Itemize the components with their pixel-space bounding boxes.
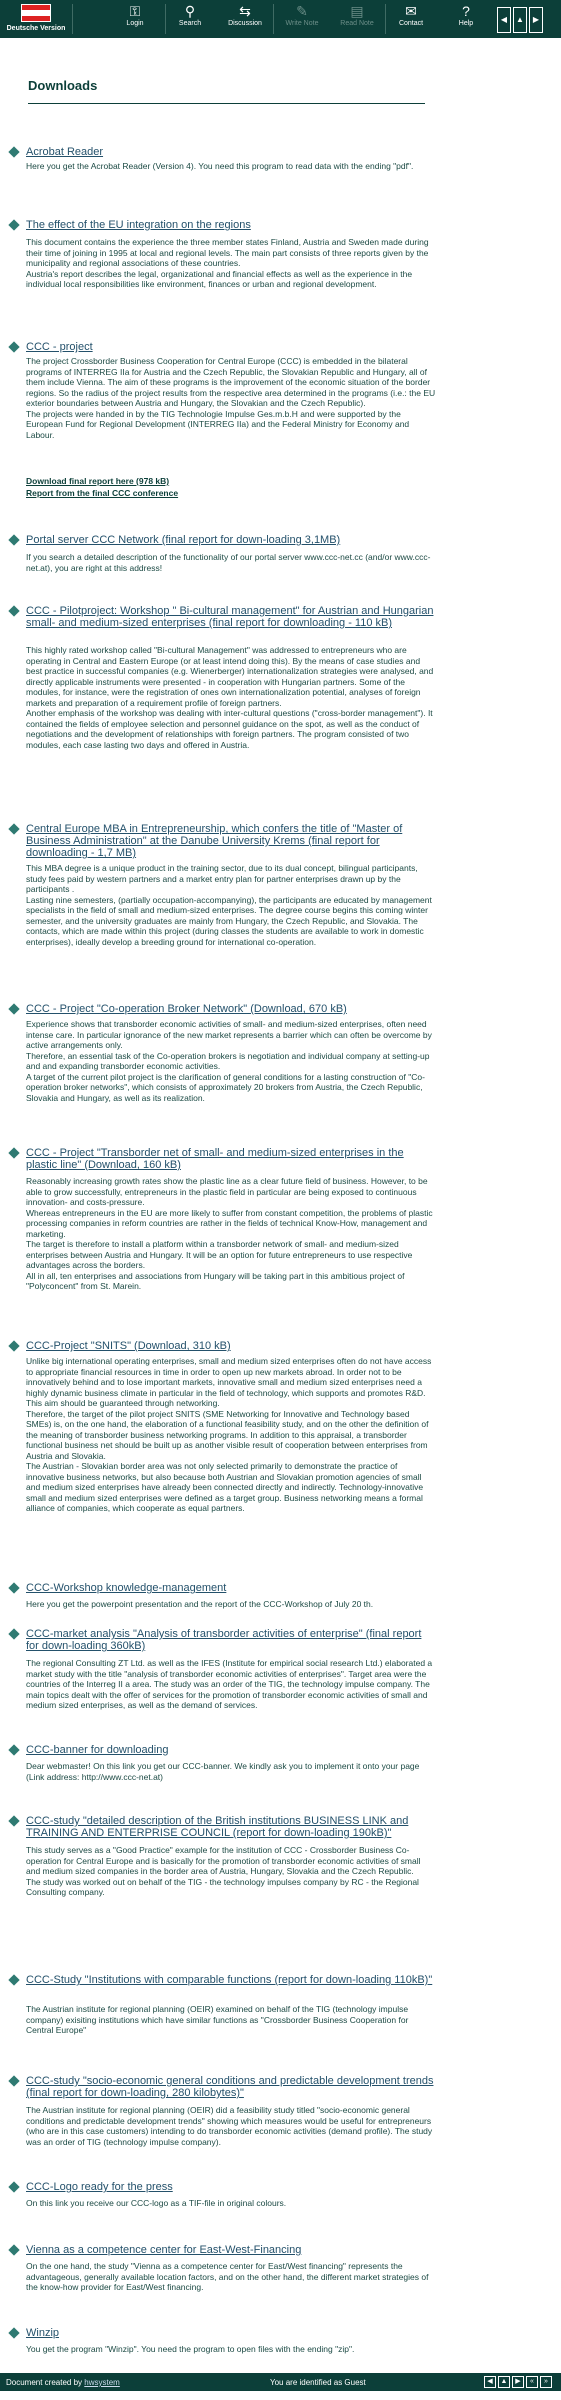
- last-icon[interactable]: »: [540, 2376, 552, 2388]
- entry-description: The project Crossborder Business Cooperation for Central Europe (CCC) is embedded in the bilateral programs of INTERREG IIa for Austria and the Czech Republic, the Slovakian Republic and Hungary, all of them include Vienna. The aim of these programs is the improvement of the economic situation of the border regions. So the radius of the project results from the respective area determined in the programs (i.e.: the EU exterior boundaries between Austria and Hungary, the Slovakian and the Czech Republic). The projects were handed in by the TIG Technologie Impulse Ges.m.b.H and were supported by the European Fund for Regional Development (INTERREG IIa) and the Federal Ministry for Economy and Labour.: [26, 356, 436, 440]
- nav-contact[interactable]: ✉ Contact: [381, 2, 441, 27]
- entry-title-link[interactable]: CCC - Pilotproject: Workshop " Bi-cultural management" for Austrian and Hungarian small- and medium-sized enterprises (final report for downloading - 110 kB): [26, 605, 434, 629]
- entry-description: This MBA degree is a unique product in the training sector, due to its dual concept, bilingual participants, study fees paid by western partners and a market entry plan for partner enterprises drawn up by the participants . Lasting nine semesters, (partially occupation-accompanying), the participants are educated by management specialists in the field of small and medium-sized enterprises. The degree course begins this coming winter semester, and the university graduates are mainly from Hungary, the Czech Republic, and Slovakia. The contacts, which are made within this project (during classes the students are available to work in domestic enterprises), ideally develop a breeding ground for international co-operation.: [26, 863, 432, 947]
- entry-title-link[interactable]: Central Europe MBA in Entrepreneurship, which confers the title of "Master of Business Administration" at the Danube University Krems (final report for downloading - 1,7 MB): [26, 823, 403, 859]
- language-switch[interactable]: [6, 4, 66, 34]
- diamond-bullet-icon: [8, 823, 19, 834]
- entry-title-link[interactable]: CCC - Project "Transborder net of small- and medium-sized enterprises in the plastic line" (Download, 160 kB): [26, 1147, 404, 1171]
- help-icon: ?: [462, 3, 470, 19]
- read-note-icon: ▤: [350, 3, 364, 19]
- entry-title-link[interactable]: The effect of the EU integration on the regions: [26, 219, 251, 231]
- diamond-bullet-icon: [8, 2181, 19, 2192]
- title-divider: [28, 103, 425, 104]
- contact-icon: ✉: [405, 3, 417, 19]
- diamond-bullet-icon: [8, 1744, 19, 1755]
- diamond-bullet-icon: [8, 534, 19, 545]
- entry-title-link[interactable]: CCC - Project "Co-operation Broker Network" (Download, 670 kB): [26, 1003, 347, 1015]
- entry-title-link[interactable]: CCC-Project "SNITS" (Download, 310 kB): [26, 1340, 231, 1352]
- up-icon[interactable]: ▲: [498, 2376, 510, 2388]
- entry-title-link[interactable]: Portal server CCC Network (final report for down-loading 3,1MB): [26, 534, 341, 546]
- austria-flag-icon: [21, 4, 51, 22]
- write-note-icon: ✎: [296, 3, 308, 19]
- entry-description: This document contains the experience the three member states Finland, Austria and Sweden made during their time of joining in 1995 at local and regional levels. The main part consists of three reports given by the municipality and regional associations of these countries. Austria's report describes the legal, organizational and financial effects as well as the experience in the individual local responsibilities like environment, finances or urban and regional development.: [26, 237, 429, 289]
- entry-title-link[interactable]: Winzip: [26, 2327, 60, 2339]
- nav-separator: [72, 4, 73, 34]
- diamond-bullet-icon: [8, 146, 19, 157]
- login-icon: ⚿: [129, 3, 141, 19]
- conference-report-link[interactable]: Report from the final CCC conference: [26, 488, 179, 498]
- diamond-bullet-icon: [8, 1582, 19, 1593]
- diamond-bullet-icon: [8, 2075, 19, 2086]
- entry-description: On the one hand, the study "Vienna as a competence center for East/West financing" represents the advantageous, generally available location factors, and on the other hand, the different market strategies of the know-how provider for East/West financing.: [26, 2261, 429, 2292]
- diamond-bullet-icon: [8, 1974, 19, 1985]
- entry-title-link[interactable]: CCC-Study "Institutions with comparable functions (report for down-loading 110kB)": [26, 1974, 433, 1986]
- download-final-report-link[interactable]: Download final report here (978 kB): [26, 476, 170, 486]
- entry-description: If you search a detailed description of the functionality of our portal server www.ccc-net.cc (and/or www.ccc-net.at), you are right at this address!: [26, 552, 431, 573]
- forward-icon[interactable]: ▶: [529, 7, 543, 33]
- entry-description: The Austrian institute for regional planning (OEIR) did a feasibility study titled "socio-economic general conditions and predictable development trends" showing which measures would be useful for entrepreneurs (who are in this case customers) intending to do transborder economic activities (demand profile). The study was an order of TIG (technology impulse company).: [26, 2105, 433, 2147]
- nav-search[interactable]: ⚲ Search: [160, 2, 220, 27]
- entry-title-link[interactable]: CCC-Workshop knowledge-management: [26, 1582, 227, 1594]
- entry-description: Unlike big international operating enterprises, small and medium sized enterprises often do not have access to appropriate financial resources in time in order to open up new markets abroad. In order not to be innovatively behind and to lose important markets, innovative small and medium sized enterprises need a highly dynamic business climate in particular in the field of technology, which supports and promotes R&D. This aim should be guaranteed through networking. Therefore, the target of the pilot project SNITS (SME Networking for Innovative and Technology based SMEs) is, on the one hand, the elaboration of a functional feasibility study, and on the other the definition of the meaning of transborder business networking programs. In addition to this appraisal, a transborder functional business net should be built up as another visible result of cooperation between enterprises from Austria and Slovakia. The Austrian - Slovakian border area was not only selected primarily to demonstrate the practice of innovative business networks, but also because both Austrian and Slovakian promotion agencies of small and medium sized enterprises have already been connected directly and indirectly. Technology-innovative small and medium sized enterprises were defined as a target group. Business networking means a formal alliance of companies, which cooperate as equal partners.: [26, 1356, 432, 1513]
- entry-description: This study serves as a "Good Practice" example for the institution of CCC - Crossborder Business Co-operation for Central Europe and is basically for the promotion of transborder economic activities of small and medium sized companies in the border area of Austria, Hungary, Slovakia and the Czech Republic. The study was worked out on behalf of the TIG - the technology impulses company by RC - the Regional Consulting company.: [26, 1845, 421, 1897]
- entry-title-link[interactable]: CCC-Logo ready for the press: [26, 2181, 173, 2193]
- forward-icon[interactable]: ▶: [512, 2376, 524, 2388]
- footer-bar: [0, 2373, 561, 2391]
- diamond-bullet-icon: [8, 1340, 19, 1351]
- entry-title-link[interactable]: Vienna as a competence center for East-West-Financing: [26, 2244, 302, 2256]
- author-link[interactable]: hwsystem: [84, 2378, 120, 2387]
- entry-description: This highly rated workshop called "Bi-cultural Management" was addressed to entrepreneurs who are operating in Central and Eastern Europe (or at least intend doing this). By the means of case studies and best practice in successful companies (e.g. Wienerberger) internationalization strategies were analysed, and directly applicable instruments were presented - in cooperation with Hungarian partners. Some of the modules, for instance, were the registration of ones own internationalization potential, analyses of foreign markets and preparation of a requirement profile of foreign partners. Another emphasis of the workshop was dealing with inter-cultural questions ("cross-border management"). It contained the fields of employee selection and personnel guidance on the spot, as well as the conduct of negotiations and the development of relationships with foreign partners. The program consisted of two modules, each case lasting two days and offered in Austria.: [26, 645, 434, 750]
- diamond-bullet-icon: [8, 1815, 19, 1826]
- search-icon: ⚲: [184, 3, 196, 19]
- nav-login[interactable]: ⚿ Login: [105, 2, 165, 27]
- nav-help[interactable]: ? Help: [436, 2, 496, 27]
- entry-description: Dear webmaster! On this link you get our CCC-banner. We kindly ask you to implement it onto your page (Link address: http://www.ccc-net.at): [26, 1761, 420, 1782]
- diamond-bullet-icon: [8, 219, 19, 230]
- nav-write-note: ✎ Write Note: [272, 2, 332, 27]
- diamond-bullet-icon: [8, 1147, 19, 1158]
- entry-title-link[interactable]: Acrobat Reader: [26, 146, 104, 158]
- entry-description: Here you get the powerpoint presentation and the report of the CCC-Workshop of July 20 th.: [26, 1599, 374, 1609]
- entry-description: You get the program "Winzip". You need the program to open files with the ending "zip".: [26, 2344, 355, 2354]
- entry-title-link[interactable]: CCC-market analysis "Analysis of transborder activities of enterprise" (final report for down-loading 360kB): [26, 1628, 422, 1652]
- entry-description: On this link you receive our CCC-logo as a TIF-file in original colours.: [26, 2198, 287, 2208]
- entry-title-link[interactable]: CCC - project: [26, 341, 93, 353]
- discussion-icon: ⇆: [239, 3, 251, 19]
- entry-description: Here you get the Acrobat Reader (Version 4). You need this program to read data with the ending "pdf".: [26, 161, 414, 171]
- diamond-bullet-icon: [8, 341, 19, 352]
- footer-created-by: Document created by hwsystem: [6, 2378, 120, 2387]
- diamond-bullet-icon: [8, 1003, 19, 1014]
- entry-title-link[interactable]: CCC-study "socio-economic general conditions and predictable development trends (final report for down-loading, 280 kilobytes)": [26, 2075, 434, 2099]
- up-icon[interactable]: ▲: [513, 7, 527, 33]
- diamond-bullet-icon: [8, 2244, 19, 2255]
- nav-discussion[interactable]: ⇆ Discussion: [215, 2, 275, 27]
- top-navigation-bar: [0, 0, 561, 38]
- entry-description: The regional Consulting ZT Ltd. as well as the IFES (Institute for empirical social research Ltd.) elaborated a market study with the title "analysis of transborder economic activities of enterprises". Target area were the countries of the Interreg II a area. The study was an order of the TIG, the technology impulse company. The main topics dealt with the offer of services for the promotion of transborder economic activities of small and medium sized enterprises, as well as the demand of services.: [26, 1658, 433, 1710]
- back-icon[interactable]: ◀: [497, 7, 511, 33]
- diamond-bullet-icon: [8, 605, 19, 616]
- diamond-bullet-icon: [8, 2327, 19, 2338]
- main-content: [28, 78, 428, 104]
- diamond-bullet-icon: [8, 1628, 19, 1639]
- back-icon[interactable]: ◀: [484, 2376, 496, 2388]
- guest-status: You are identified as Guest: [270, 2378, 366, 2387]
- page-title: Downloads: [28, 78, 98, 93]
- entry-description: Experience shows that transborder economic activities of small- and medium-sized enterprises, often need intense care. In particular ignorance of the new market represents a barrier which can often be overcome by active arrangements only. Therefore, an essential task of the Co-operation brokers is negotiation and individual company at setting-up and and expanding transborder economic activities. A target of the current pilot project is the clarification of general conditions for a lasting construction of "Co-operation broker networks", which consists of approximately 20 brokers from Austria, the Czech Republic, Slovakia and Hungary, as well as its realization.: [26, 1019, 432, 1103]
- language-label: Deutsche Version: [6, 25, 66, 32]
- nav-read-note: ▤ Read Note: [327, 2, 387, 27]
- entry-description: The Austrian institute for regional planning (OEIR) examined on behalf of the TIG (technology impulse company) exisiting institutions which have similar functions as "Crossborder Business Cooperation for Central Europe": [26, 2004, 409, 2035]
- entry-description: Reasonably increasing growth rates show the plastic line as a clear future field of business. However, to be able to grow successfully, entrepreneurs in the plastic field in particular are being exposed to continuous innovation- and costs-pressure. Whereas entrepreneurs in the EU are more likely to suffer from constant competition, the problems of plastic processing companies in reform countries are rather in the fields of technical Know-How, management and marketing. The target is therefore to install a platform within a transborder network of small- and medium-sized enterprises between Austria and Hungary. It will be an option for future entrepreneurs to use respective advantages across the borders. All in all, ten enterprises and associations from Hungary will be taking part in this ambitious project of "Polyconcent" from St. Marein.: [26, 1176, 433, 1291]
- first-icon[interactable]: «: [526, 2376, 538, 2388]
- entry-title-link[interactable]: CCC-study "detailed description of the British institutions BUSINESS LINK and TRAINING AND ENTERPRISE COUNCIL (report for down-loading 190kB)": [26, 1815, 409, 1839]
- entry-title-link[interactable]: CCC-banner for downloading: [26, 1744, 169, 1756]
